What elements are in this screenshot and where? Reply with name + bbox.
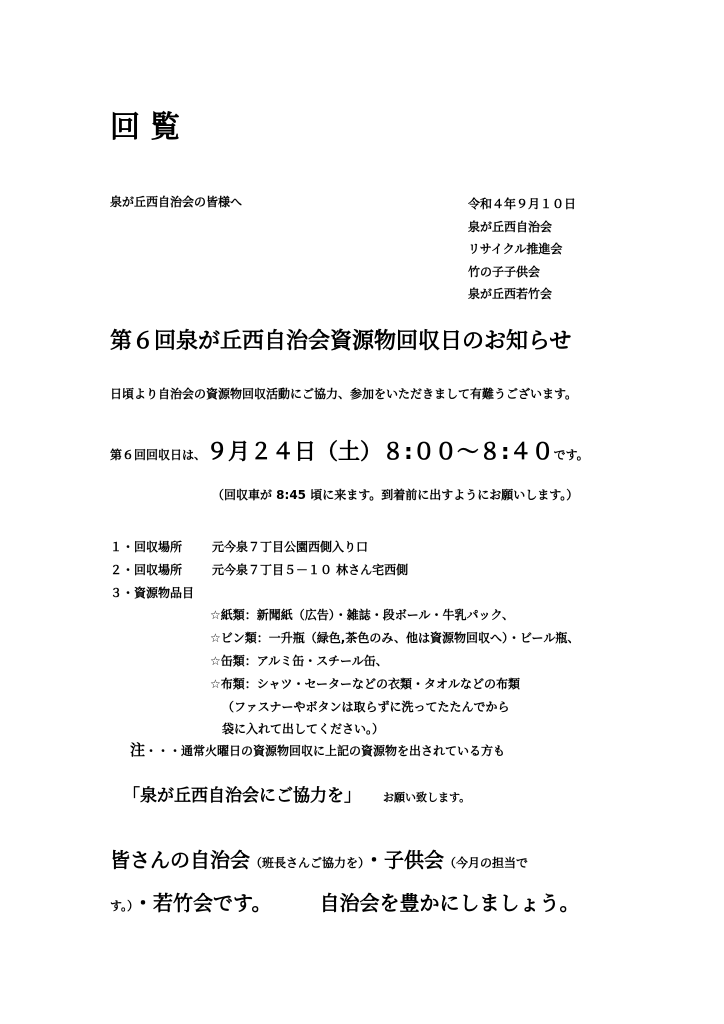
item-row [110, 604, 579, 627]
collection-date: ９月２４日（土）８:００～８:４０ [206, 440, 554, 465]
attention-line [130, 740, 505, 761]
attention-label: 注 [130, 741, 146, 759]
closing-part: 自治会を豊かにしましょう。 [319, 891, 580, 915]
item-text: ☆ビン類：一升瓶（緑色,茶色のみ、他は資源物回収へ）・ビール瓶、 [210, 631, 580, 646]
sender-org: 泉が丘西若竹会 [468, 287, 553, 301]
appeal-line [123, 783, 470, 811]
date-prefix: 第６回回収日は、 [110, 448, 207, 462]
sender-org: リサイクル推進会 [468, 242, 563, 256]
addressee: 泉が丘西自治会の皆様へ [110, 195, 243, 209]
items-label: ３・資源物品目 [110, 585, 195, 600]
sender-org: 泉が丘西自治会 [468, 219, 553, 234]
appeal-quote: 「泉が丘西自治会にご協力を」 [123, 786, 361, 806]
appeal-request: お願い致します。 [383, 791, 471, 804]
truck-note: （回収車が 8:45 頃に来ます。到着前に出すようにお願いします。） [212, 488, 579, 502]
closing-part: ・若竹会です。 [133, 891, 272, 915]
item-row [110, 650, 579, 673]
circular-heading: 回覧 [110, 110, 190, 145]
date-suffix: です。 [553, 448, 589, 462]
item-text: ☆紙類：新聞紙（広告）・雑誌・段ボール・牛乳パック、 [210, 608, 515, 623]
closing-part: ・子供会 [364, 848, 445, 872]
collection-date-line [110, 437, 589, 471]
notice-title: 第６回泉が丘西自治会資源物回収日のお知らせ [110, 329, 572, 354]
place-value: 元今泉７丁目公園西側入り口 [212, 540, 369, 554]
closing-part: （今月の担当で [444, 856, 529, 870]
collection-info [110, 536, 579, 741]
sender-org: 竹の子子供会 [468, 264, 541, 279]
place-label: ２・回収場所 [110, 562, 183, 577]
fabric-note-row [110, 718, 579, 741]
fabric-note: 袋に入れて出してください。） [222, 722, 385, 737]
items-label-row [110, 582, 579, 605]
item-text: ☆布類：シャツ・セーターなどの衣類・タオルなどの布類 [210, 676, 521, 691]
item-text: ☆缶類：アルミ缶・スチール缶、 [210, 653, 388, 668]
closing-part: （班長さんご協力を） [250, 856, 365, 870]
item-row [110, 627, 579, 650]
place-label: １・回収場所 [110, 540, 183, 554]
fabric-note-row [110, 696, 579, 719]
attention-text: ・・・通常火曜日の資源物回収に上記の資源物を出されている方も [145, 744, 506, 758]
closing-line-1 [110, 845, 528, 878]
place-value: 元今泉７丁目５－１０ 林さん宅西側 [212, 562, 409, 577]
place-row [110, 536, 579, 559]
fabric-note: （ファスナーやボタンは取らずに洗ってたたんでから [222, 699, 510, 714]
issue-date: 令和４年９月１０日 [468, 197, 577, 211]
thanks-text: 日頃より自治会の資源物回収活動にご協力、参加をいただきまして有難うございます。 [110, 387, 578, 401]
closing-part: す。） [110, 899, 134, 913]
item-row [110, 673, 579, 696]
place-row [110, 559, 579, 582]
closing-part: 皆さんの自治会 [110, 848, 250, 872]
sender-block [468, 193, 576, 306]
closing-line-2 [110, 888, 579, 921]
